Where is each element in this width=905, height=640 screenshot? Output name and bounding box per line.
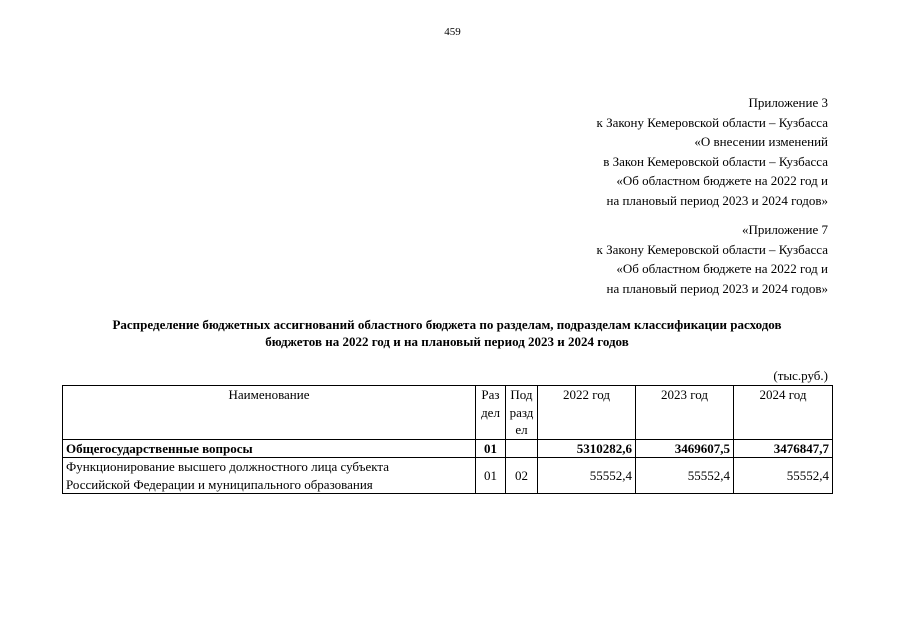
appendix-7-header — [597, 220, 829, 298]
appendix-3-line: Приложение 3 — [748, 95, 828, 110]
header-podrazdel-part: разд — [509, 404, 534, 420]
row-value-2023: 3469607,5 — [636, 439, 734, 458]
header-razdel-part: Раз — [481, 387, 500, 402]
row-name-line: Российской Федерации и муниципального образования — [66, 476, 373, 492]
appendix-7-line: «Приложение 7 — [741, 222, 828, 237]
appendix-3-header — [597, 93, 829, 211]
appendix-3-line: «О внесении изменений — [694, 134, 828, 150]
row-razdel: 01 — [476, 439, 506, 458]
units-label: (тыс.руб.) — [773, 368, 828, 383]
header-name: Наименование — [63, 386, 476, 440]
header-2022: 2022 год — [538, 386, 636, 440]
table-row — [63, 458, 833, 494]
header-2023: 2023 год — [636, 386, 734, 440]
header-2024: 2024 год — [734, 386, 833, 440]
row-value-2022: 5310282,6 — [538, 439, 636, 458]
appendix-7-line: на плановый период 2023 и 2024 годов» — [606, 280, 828, 296]
header-razdel-part: дел — [481, 404, 500, 420]
row-razdel: 01 — [476, 458, 506, 494]
header-razdel — [476, 386, 506, 440]
row-value-2023: 55552,4 — [636, 458, 734, 494]
row-name — [63, 458, 476, 494]
row-name-line: Функционирование высшего должностного лица субъекта — [66, 459, 389, 474]
row-value-2024: 55552,4 — [734, 458, 833, 494]
appendix-3-line: к Закону Кемеровской области – Кузбасса — [596, 114, 828, 130]
appendix-3-line: «Об областном бюджете на 2022 год и — [616, 173, 828, 189]
appendix-3-line: в Закон Кемеровской области – Кузбасса — [603, 153, 828, 169]
appendix-7-line: «Об областном бюджете на 2022 год и — [616, 261, 828, 277]
table-row — [63, 439, 833, 458]
row-value-2022: 55552,4 — [538, 458, 636, 494]
table-header-row — [63, 386, 833, 440]
row-podrazdel: 02 — [506, 458, 538, 494]
appendix-7-line: к Закону Кемеровской области – Кузбасса — [596, 241, 828, 257]
budget-table — [62, 385, 833, 494]
title-line-2: бюджетов на 2022 год и на плановый период 2023 и 2024 годов — [265, 334, 629, 349]
header-podrazdel-part: Под — [510, 387, 533, 402]
document-title — [62, 316, 832, 350]
row-podrazdel — [506, 439, 538, 458]
appendix-3-line: на плановый период 2023 и 2024 годов» — [606, 192, 828, 208]
title-line-1: Распределение бюджетных ассигнований областного бюджета по разделам, подразделам классификации расходов — [112, 317, 782, 332]
row-value-2024: 3476847,7 — [734, 439, 833, 458]
row-name: Общегосударственные вопросы — [63, 439, 476, 458]
page-number: 459 — [444, 26, 461, 38]
header-podrazdel-part: ел — [515, 422, 528, 437]
header-podrazdel — [506, 386, 538, 440]
